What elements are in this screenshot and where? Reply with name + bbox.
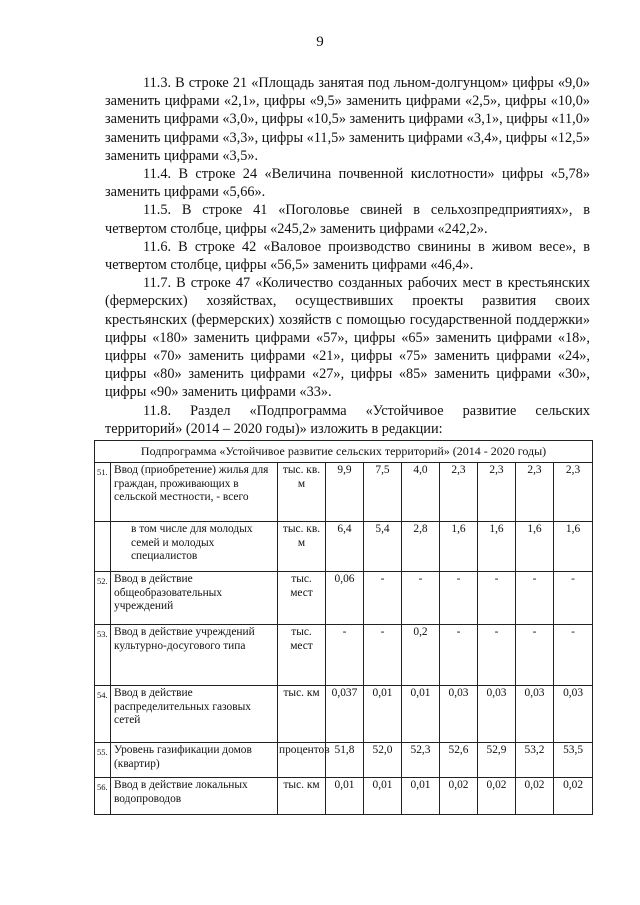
row-number: 53.: [95, 625, 111, 686]
value-cell: 2,3: [516, 463, 554, 522]
value-cell: 0,02: [554, 778, 593, 815]
paragraph-11-7: 11.7. В строке 47 «Количество созданных рабочих мест в крестьянских (фермерских) хозяйствах, осуществивших проекты развития своих крестьянских (фермерских) хозяйств с помощью государственной поддержки» цифры «180» заменить цифрами «57», цифры «65» заменить цифрами «18», цифры «70» заменить цифрами «21», цифры «75» заменить цифрами «24», цифры «80» заменить цифрами «27», цифры «85» заменить цифрами «30», цифры «90» заменить цифрами «33».: [105, 275, 590, 401]
unit-of-measure: тыс. км: [278, 778, 326, 815]
row-number: [95, 522, 111, 572]
paragraph-11-3: 11.3. В строке 21 «Площадь занятая под льном-долгунцом» цифры «9,0» заменить цифрами «2,1», цифры «9,5» заменить цифрами «2,5», цифры «10,0» заменить цифрами «3,0», цифры «10,5» заменить цифрами «3,1», цифры «11,0» заменить цифрами «3,3», цифры «11,5» заменить цифрами «3,4», цифры «12,5» заменить цифрами «3,5».: [105, 75, 590, 164]
row-number: 55.: [95, 743, 111, 778]
value-cell: 9,9: [326, 463, 364, 522]
row-number: 52.: [95, 572, 111, 625]
indicator-name: Уровень газификации домов (квартир): [111, 743, 278, 778]
value-cell: 51,8: [326, 743, 364, 778]
value-cell: 2,8: [402, 522, 440, 572]
value-cell: -: [478, 572, 516, 625]
table-row: [95, 778, 593, 815]
value-cell: 52,9: [478, 743, 516, 778]
unit-of-measure: тыс. км: [278, 686, 326, 743]
value-cell: 0,03: [440, 686, 478, 743]
indicator-name: в том числе для молодых семей и молодых специалистов: [111, 522, 278, 572]
value-cell: -: [478, 625, 516, 686]
value-cell: 1,6: [554, 522, 593, 572]
paragraph-11-4: 11.4. В строке 24 «Величина почвенной кислотности» цифры «5,78» заменить цифрами «5,66».: [105, 166, 590, 201]
indicator-name: Ввод в действие распределительных газовых сетей: [111, 686, 278, 743]
value-cell: -: [440, 625, 478, 686]
value-cell: -: [364, 572, 402, 625]
value-cell: 4,0: [402, 463, 440, 522]
value-cell: -: [554, 572, 593, 625]
unit-of-measure: тыс. кв. м: [278, 522, 326, 572]
value-cell: -: [440, 572, 478, 625]
value-cell: 53,5: [554, 743, 593, 778]
value-cell: 2,3: [554, 463, 593, 522]
table-row: [95, 625, 593, 686]
value-cell: 1,6: [478, 522, 516, 572]
value-cell: 1,6: [440, 522, 478, 572]
indicator-name: Ввод (приобретение) жилья для граждан, проживающих в сельской местности, - всего: [111, 463, 278, 522]
table-row: [95, 572, 593, 625]
document-body: [105, 74, 590, 438]
value-cell: 0,01: [364, 686, 402, 743]
unit-of-measure: тыс. мест: [278, 625, 326, 686]
table-row: [95, 463, 593, 522]
indicator-name: Ввод в действие локальных водопроводов: [111, 778, 278, 815]
value-cell: 0,01: [364, 778, 402, 815]
value-cell: 0,01: [326, 778, 364, 815]
value-cell: -: [402, 572, 440, 625]
row-number: 56.: [95, 778, 111, 815]
value-cell: 2,3: [440, 463, 478, 522]
value-cell: 0,03: [554, 686, 593, 743]
indicator-name: Ввод в действие общеобразовательных учреждений: [111, 572, 278, 625]
value-cell: -: [516, 572, 554, 625]
subprogram-table: [94, 440, 593, 815]
paragraph-11-5: 11.5. В строке 41 «Поголовье свиней в сельхозпредприятиях», в четвертом столбце, цифры «245,2» заменить цифрами «242,2».: [105, 202, 590, 237]
table-caption: Подпрограмма «Устойчивое развитие сельских территорий» (2014 - 2020 годы): [95, 441, 593, 463]
row-number: 54.: [95, 686, 111, 743]
paragraph-11-8: 11.8. Раздел «Подпрограмма «Устойчивое развитие сельских территорий» (2014 – 2020 годы)» изложить в редакции:: [105, 402, 590, 437]
table-body: [95, 441, 593, 815]
paragraph-11-6: 11.6. В строке 42 «Валовое производство свинины в живом весе», в четвертом столбце, цифры «56,5» заменить цифрами «46,4».: [105, 238, 590, 274]
value-cell: 0,03: [516, 686, 554, 743]
value-cell: 0,02: [440, 778, 478, 815]
value-cell: 0,02: [478, 778, 516, 815]
table-row: [95, 743, 593, 778]
value-cell: -: [516, 625, 554, 686]
unit-of-measure: процентов: [278, 743, 326, 778]
value-cell: 2,3: [478, 463, 516, 522]
value-cell: 7,5: [364, 463, 402, 522]
value-cell: 0,02: [516, 778, 554, 815]
table-row: [95, 686, 593, 743]
value-cell: 6,4: [326, 522, 364, 572]
value-cell: 52,0: [364, 743, 402, 778]
value-cell: 0,2: [402, 625, 440, 686]
value-cell: 5,4: [364, 522, 402, 572]
value-cell: 52,6: [440, 743, 478, 778]
unit-of-measure: тыс. кв. м: [278, 463, 326, 522]
table-row: [95, 522, 593, 572]
unit-of-measure: тыс. мест: [278, 572, 326, 625]
row-number: 51.: [95, 463, 111, 522]
value-cell: 0,03: [478, 686, 516, 743]
page-number: 9: [316, 34, 324, 50]
value-cell: 0,06: [326, 572, 364, 625]
table-caption-row: [95, 441, 593, 463]
value-cell: -: [554, 625, 593, 686]
value-cell: 0,01: [402, 686, 440, 743]
value-cell: 1,6: [516, 522, 554, 572]
value-cell: 53,2: [516, 743, 554, 778]
indicator-name: Ввод в действие учреждений культурно-досугового типа: [111, 625, 278, 686]
value-cell: -: [364, 625, 402, 686]
value-cell: 0,037: [326, 686, 364, 743]
value-cell: 52,3: [402, 743, 440, 778]
value-cell: -: [326, 625, 364, 686]
value-cell: 0,01: [402, 778, 440, 815]
